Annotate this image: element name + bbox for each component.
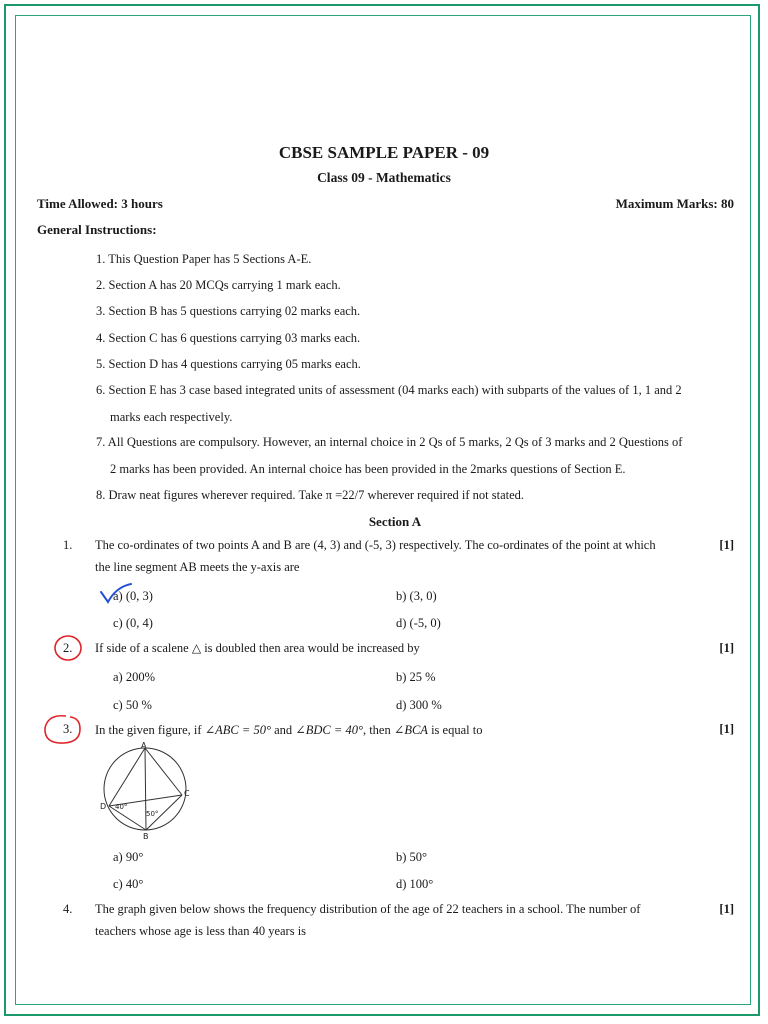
figure-segment-ac (145, 748, 182, 795)
question-4-text-line-1: The graph given below shows the frequency distribution of the age of 22 teachers in a school. The number of (95, 902, 641, 916)
question-2-option-c: c) 50 % (113, 698, 152, 712)
instruction-item-continued: 2 marks has been provided. An internal choice has been provided in the 2marks questions of Section E. (110, 462, 626, 476)
section-a-title: Section A (368, 514, 422, 529)
red-circle-mark-icon (40, 712, 86, 748)
red-circle-mark-icon (52, 633, 86, 663)
question-3-number: 3. (63, 722, 73, 736)
time-allowed: Time Allowed: 3 hours (37, 196, 163, 211)
question-3-option-c: c) 40° (113, 877, 144, 891)
figure-label-b: B (143, 832, 149, 841)
blue-tick-mark-icon (98, 582, 138, 608)
question-2-text: If side of a scalene △ is doubled then area would be increased by (95, 641, 420, 655)
figure-angle-b-label: 50° (146, 810, 159, 818)
question-1-option-a: a) (0, 3) (113, 589, 153, 603)
instructions-heading: General Instructions: (37, 222, 157, 237)
figure-label-a: A (141, 741, 147, 750)
instruction-item: 4. Section C has 6 questions carrying 03 marks each. (96, 331, 361, 345)
question-2-option-b: b) 25 % (396, 670, 436, 684)
instruction-item: 6. Section E has 3 case based integrated units of assessment (04 marks each) with subparts of the values of 1, 1 and 2 (96, 383, 682, 397)
question-3-marks: [1] (719, 722, 734, 736)
figure-label-d: D (100, 802, 107, 811)
triangle-symbol: △ (191, 641, 202, 655)
question-4-text-line-2: teachers whose age is less than 40 years is (95, 924, 307, 938)
question-2-option-a: a) 200% (113, 670, 155, 684)
instruction-item: 8. Draw neat figures wherever required. Take π =22/7 wherever required if not stated. (96, 488, 525, 502)
maximum-marks: Maximum Marks: 80 (615, 196, 734, 211)
angle-abc-expression: ∠ABC = 50° (204, 723, 271, 737)
instruction-item: 5. Section D has 4 questions carrying 05 marks each. (96, 357, 361, 371)
instruction-item: 3. Section B has 5 questions carrying 02 marks each. (96, 304, 361, 318)
paper-title: CBSE SAMPLE PAPER - 09 (278, 143, 490, 162)
question-3-option-a: a) 90° (113, 850, 144, 864)
question-4-number: 4. (63, 902, 73, 916)
angle-bdc-expression: ∠BDC = 40° (295, 723, 363, 737)
question-3-text: In the given figure, if ∠ABC = 50° and ∠BDC = 40°, then ∠BCA is equal to (95, 723, 483, 737)
instruction-item: 7. All Questions are compulsory. However, an internal choice in 2 Qs of 5 marks, 2 Qs of 3 marks and 2 Questions of (96, 435, 683, 449)
question-1-number: 1. (63, 538, 73, 552)
question-1-option-d: d) (-5, 0) (396, 616, 441, 630)
question-1-option-c: c) (0, 4) (113, 616, 153, 630)
question-4-marks: [1] (719, 902, 734, 916)
figure-angle-d-label: 40° (115, 803, 128, 811)
angle-bca-expression: ∠BCA (393, 723, 428, 737)
figure-segment-ad (109, 748, 145, 806)
instruction-item-continued: marks each respectively. (110, 410, 233, 424)
question-2-number: 2. (63, 641, 73, 655)
question-1-text-line-2: the line segment AB meets the y-axis are (95, 560, 300, 574)
question-1-text-line-1: The co-ordinates of two points A and B are (4, 3) and (-5, 3) respectively. The co-ordinates of the point at which (95, 538, 656, 552)
question-3-option-b: b) 50° (396, 850, 428, 864)
circle-geometry-figure (96, 738, 200, 842)
instruction-item: 2. Section A has 20 MCQs carrying 1 mark each. (96, 278, 341, 292)
paper-subtitle: Class 09 - Mathematics (317, 170, 451, 185)
question-2-marks: [1] (719, 641, 734, 655)
question-1-option-b: b) (3, 0) (396, 589, 437, 603)
question-3-option-d: d) 100° (396, 877, 434, 891)
question-1-marks: [1] (719, 538, 734, 552)
question-2-option-d: d) 300 % (396, 698, 442, 712)
figure-label-c: C (184, 789, 190, 798)
instruction-item: 1. This Question Paper has 5 Sections A-E. (96, 252, 312, 266)
